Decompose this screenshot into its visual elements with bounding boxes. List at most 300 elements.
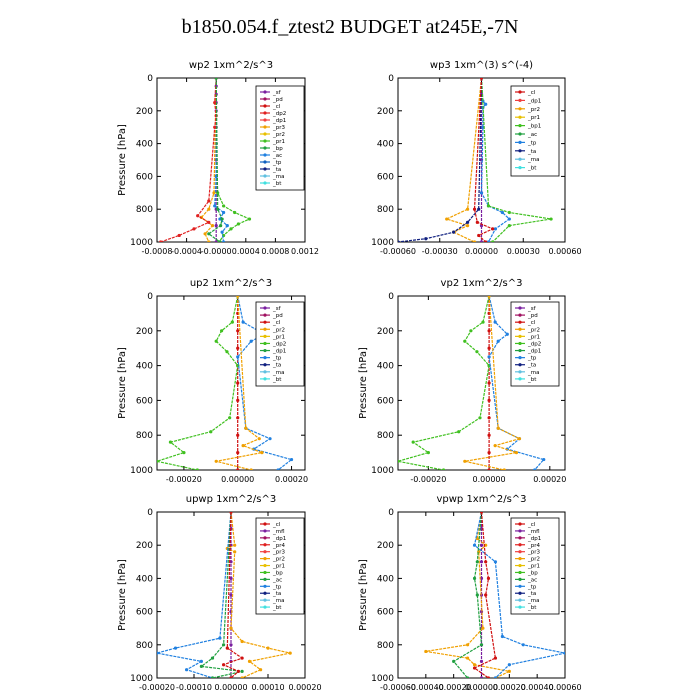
- x-tick-label: 0.0008: [261, 247, 290, 256]
- y-axis-label: Pressure [hPa]: [358, 347, 369, 419]
- x-tick-label: -0.0000: [200, 247, 232, 256]
- legend-entry: _pd: [273, 97, 283, 103]
- series-point: [487, 676, 490, 679]
- series-point: [487, 434, 490, 437]
- legend-entry: _dp1: [273, 118, 287, 124]
- legend-marker: [518, 571, 521, 574]
- series-point: [542, 458, 545, 461]
- legend-marker: [518, 116, 521, 119]
- legend-marker: [518, 550, 521, 553]
- x-tick-label: 0.00020: [533, 475, 567, 484]
- series-point: [501, 211, 504, 214]
- series-point: [241, 670, 244, 673]
- legend-marker: [263, 328, 266, 331]
- series-point: [508, 670, 511, 673]
- legend-entry: _mfl: [273, 528, 285, 535]
- legend-marker: [518, 107, 521, 110]
- series-point: [233, 550, 236, 553]
- series-point: [169, 441, 172, 444]
- series-point: [237, 222, 240, 225]
- legend-entry: _ta: [273, 591, 282, 598]
- series-point: [457, 430, 460, 433]
- series-point: [260, 451, 263, 454]
- y-tick-label: 600: [135, 607, 153, 618]
- legend-marker: [263, 536, 266, 539]
- series-point: [477, 234, 480, 237]
- legend-marker: [518, 356, 521, 359]
- series-point: [487, 468, 490, 471]
- y-tick-label: 400: [135, 139, 153, 150]
- legend-entry: _dp1: [273, 535, 287, 542]
- legend-marker: [263, 111, 266, 114]
- series-point: [487, 451, 490, 454]
- series-point: [484, 593, 487, 596]
- y-tick-label: 200: [135, 541, 153, 552]
- chart-title: wp2 1xm^2/s^3: [188, 60, 274, 71]
- series-point: [473, 240, 476, 243]
- x-tick-label: -0.00060: [380, 683, 416, 692]
- legend-marker: [518, 543, 521, 546]
- series-point: [494, 227, 497, 230]
- series-point: [563, 652, 566, 655]
- series-line-dp1: [398, 296, 489, 470]
- series-point: [155, 652, 158, 655]
- x-tick-label: -0.00020: [139, 683, 175, 692]
- series-point: [533, 468, 536, 471]
- legend-entry: _mfl: [528, 528, 540, 535]
- y-tick-label: 0: [388, 292, 394, 302]
- series-point: [491, 240, 494, 243]
- y-tick-label: 400: [376, 361, 394, 372]
- x-tick-label: -0.0004: [171, 247, 203, 256]
- legend-entry: _cl: [273, 522, 281, 528]
- series-point: [192, 227, 195, 230]
- y-tick-label: 800: [376, 205, 394, 216]
- series-point: [212, 191, 215, 194]
- x-tick-label: 0.00000: [464, 683, 499, 692]
- x-tick-label: 0.00020: [274, 475, 309, 484]
- series-point: [494, 444, 497, 447]
- series-point: [473, 544, 476, 547]
- series-point: [222, 204, 225, 207]
- legend-marker: [518, 536, 521, 539]
- chart-title: wp3 1xm^(3) s^(-4): [429, 60, 534, 71]
- legend-marker: [518, 522, 521, 525]
- legend-marker: [263, 605, 266, 608]
- series-point: [237, 670, 240, 673]
- series-point: [480, 76, 483, 79]
- series-point: [233, 211, 236, 214]
- legend-marker: [263, 370, 266, 373]
- legend-marker: [518, 149, 521, 152]
- legend-entry: _pr3: [273, 125, 286, 131]
- x-tick-label: -0.00020: [410, 475, 447, 484]
- chart-panel-6: [358, 494, 582, 692]
- x-tick-label: 0.00000: [221, 475, 255, 484]
- x-tick-label: 0.00000: [214, 683, 248, 692]
- series-point: [290, 458, 293, 461]
- series-point: [244, 427, 247, 430]
- legend-entry: _tp: [528, 140, 537, 147]
- legend-marker: [263, 592, 266, 595]
- series-point: [229, 510, 232, 513]
- series-point: [241, 656, 244, 659]
- legend-marker: [518, 592, 521, 595]
- x-tick-label: -0.00020: [165, 475, 202, 484]
- legend-marker: [263, 557, 266, 560]
- legend-marker: [518, 363, 521, 366]
- series-point: [241, 640, 244, 643]
- legend-entry: _dp1: [528, 98, 542, 105]
- y-tick-label: 600: [376, 607, 394, 618]
- series-point: [289, 652, 292, 655]
- series-group: [159, 76, 251, 243]
- legend-entry: _pr2: [273, 132, 286, 138]
- series-point: [211, 676, 214, 679]
- legend-entry: _pr1: [528, 563, 541, 570]
- series-point: [220, 329, 223, 332]
- x-tick-label: -0.00040: [407, 683, 444, 692]
- series-point: [476, 593, 479, 596]
- series-point: [515, 451, 518, 454]
- series-point: [506, 333, 509, 336]
- chart-panel-5: [117, 494, 322, 692]
- legend-marker: [263, 571, 266, 574]
- series-point: [518, 437, 521, 440]
- series-line-dp1: [161, 78, 217, 242]
- series-point: [159, 240, 162, 243]
- legend-marker: [518, 585, 521, 588]
- legend-marker: [263, 321, 266, 324]
- legend: [256, 302, 304, 386]
- legend-entry: _sf: [273, 90, 281, 96]
- series-point: [487, 204, 490, 207]
- y-tick-label: 1000: [130, 466, 153, 476]
- y-axis-label: Pressure [hPa]: [358, 559, 369, 631]
- legend-entry: _pr3: [528, 549, 541, 556]
- y-tick-label: 800: [135, 431, 153, 442]
- series-point: [229, 643, 232, 646]
- series-point: [218, 637, 221, 640]
- chart-title: vp2 1xm^2/s^3: [440, 278, 523, 289]
- series-point: [236, 294, 239, 297]
- y-tick-label: 1000: [130, 674, 153, 684]
- legend-entry: _ma: [273, 174, 285, 180]
- series-point: [501, 635, 504, 638]
- series-point: [478, 416, 481, 419]
- series-point: [236, 416, 239, 419]
- legend-entry: _bt: [528, 376, 537, 383]
- legend-marker: [518, 141, 521, 144]
- series-point: [508, 217, 511, 220]
- series-point: [427, 451, 430, 454]
- y-tick-label: 400: [376, 574, 394, 585]
- legend-marker: [518, 349, 521, 352]
- legend-entry: _bt: [273, 181, 282, 187]
- series-point: [508, 211, 511, 214]
- series-point: [216, 208, 219, 211]
- series-point: [211, 224, 214, 227]
- series-point: [484, 560, 487, 563]
- series-point: [481, 321, 484, 324]
- legend-entry: _bp: [273, 146, 283, 152]
- legend-entry: _ac: [273, 577, 283, 584]
- series-point: [229, 627, 232, 630]
- x-tick-label: 0.00000: [464, 247, 499, 256]
- legend-entry: _ac: [528, 132, 538, 138]
- series-point: [477, 208, 480, 211]
- legend-entry: _ma: [528, 157, 540, 164]
- series-point: [196, 468, 199, 471]
- legend-marker: [263, 153, 266, 156]
- series-point: [487, 294, 490, 297]
- y-tick-label: 1000: [371, 674, 394, 684]
- y-axis-label: Pressure [hPa]: [117, 124, 128, 196]
- series-point: [207, 240, 210, 243]
- series-point: [236, 347, 239, 350]
- legend-entry: _pd: [528, 313, 538, 320]
- series-point: [463, 340, 466, 343]
- legend-entry: _sf: [528, 306, 536, 312]
- legend-marker: [518, 605, 521, 608]
- legend-entry: _tp: [528, 584, 537, 591]
- y-axis-label: Pressure [hPa]: [117, 559, 128, 631]
- series-line-ta: [398, 78, 482, 242]
- series-point: [481, 627, 484, 630]
- legend: [256, 86, 304, 190]
- series-point: [248, 660, 251, 663]
- x-tick-label: -0.00060: [380, 247, 416, 256]
- chart-title: vpwp 1xm^2/s^3: [436, 494, 527, 505]
- x-tick-label: 0.00060: [548, 247, 582, 256]
- series-point: [229, 676, 232, 679]
- legend: [511, 86, 559, 176]
- series-point: [207, 232, 210, 235]
- legend-entry: _ta: [273, 167, 282, 173]
- series-line-ta: [157, 512, 231, 678]
- y-tick-label: 0: [147, 292, 153, 302]
- chart-panel-2: [371, 60, 581, 256]
- legend-entry: _cl: [528, 90, 536, 96]
- legend-marker: [263, 118, 266, 121]
- y-tick-label: 0: [147, 508, 153, 518]
- legend-entry: _pr2: [273, 556, 286, 563]
- series-point: [229, 227, 232, 230]
- page-title: b1850.054.f_ztest2 BUDGET at245E,-7N: [181, 16, 519, 38]
- series-point: [250, 468, 253, 471]
- series-point: [225, 350, 228, 353]
- legend-marker: [518, 578, 521, 581]
- series-point: [221, 217, 224, 220]
- legend-marker: [263, 132, 266, 135]
- series-point: [484, 240, 487, 243]
- series-point: [215, 224, 218, 227]
- series-point: [229, 577, 232, 580]
- legend-entry: _pd: [273, 313, 283, 320]
- legend-entry: _bt: [528, 605, 537, 612]
- series-point: [215, 340, 218, 343]
- series-point: [424, 237, 427, 240]
- series-point: [466, 221, 469, 224]
- legend-entry: _ac: [273, 153, 283, 159]
- series-point: [497, 427, 500, 430]
- series-point: [442, 468, 445, 471]
- series-point: [226, 224, 229, 227]
- legend-entry: _cl: [273, 320, 281, 327]
- legend-entry: _pr1: [273, 334, 286, 341]
- legend-marker: [263, 174, 266, 177]
- x-tick-label: 0.0012: [291, 247, 319, 256]
- chart-title: up2 1xm^2/s^3: [189, 278, 273, 289]
- series-point: [480, 191, 483, 194]
- legend-marker: [518, 342, 521, 345]
- x-tick-label: -0.00010: [176, 683, 212, 692]
- legend-entry: _dp2: [273, 341, 287, 348]
- series-point: [185, 668, 188, 671]
- x-tick-label: 0.00040: [520, 683, 554, 692]
- series-point: [452, 660, 455, 663]
- series-line-pr2: [447, 78, 482, 242]
- legend: [511, 302, 559, 386]
- legend-entry: _pr2: [528, 327, 541, 334]
- series-point: [222, 240, 225, 243]
- legend-entry: _bt: [273, 605, 282, 612]
- legend-marker: [263, 342, 266, 345]
- legend-marker: [518, 557, 521, 560]
- x-tick-label: 0.00020: [288, 683, 322, 692]
- y-tick-label: 200: [376, 541, 394, 552]
- chart-panel-3: [117, 278, 308, 484]
- legend-marker: [263, 363, 266, 366]
- y-tick-label: 1000: [371, 238, 394, 248]
- series-line-bp: [201, 512, 242, 678]
- legend-marker: [263, 543, 266, 546]
- series-point: [473, 577, 476, 580]
- y-tick-label: 200: [376, 106, 394, 117]
- legend-entry: _pr2: [528, 106, 541, 113]
- y-tick-label: 0: [388, 508, 394, 518]
- legend-entry: _bp: [273, 570, 283, 577]
- legend-entry: _pr2: [528, 556, 541, 563]
- legend-marker: [263, 356, 266, 359]
- legend-marker: [518, 90, 521, 93]
- series-point: [228, 416, 231, 419]
- series-point: [469, 329, 472, 332]
- legend-marker: [263, 90, 266, 93]
- legend-marker: [518, 599, 521, 602]
- series-point: [476, 560, 479, 563]
- legend-entry: _dp2: [528, 341, 542, 348]
- legend-entry: _ta: [528, 362, 537, 369]
- series-point: [480, 660, 483, 663]
- legend-entry: _pr1: [528, 115, 541, 122]
- legend-entry: _ta: [528, 591, 537, 598]
- x-tick-label: 0.00020: [492, 683, 526, 692]
- series-point: [452, 231, 455, 234]
- series-point: [236, 434, 239, 437]
- legend-marker: [518, 564, 521, 567]
- legend-marker: [518, 124, 521, 127]
- x-tick-label: -0.00030: [421, 247, 458, 256]
- legend-marker: [263, 529, 266, 532]
- series-point: [242, 321, 245, 324]
- series-point: [396, 240, 399, 243]
- series-point: [233, 544, 236, 547]
- series-point: [480, 643, 483, 646]
- y-tick-label: 800: [376, 431, 394, 442]
- legend-marker: [263, 377, 266, 380]
- chart-panel-1: [117, 60, 319, 256]
- legend-entry: _cl: [273, 104, 281, 110]
- x-tick-label: -0.0008: [141, 247, 173, 256]
- legend-marker: [518, 529, 521, 532]
- legend-entry: _pr1: [273, 563, 286, 570]
- series-point: [207, 199, 210, 202]
- legend-marker: [263, 349, 266, 352]
- series-point: [174, 647, 177, 650]
- series-point: [209, 430, 212, 433]
- series-point: [218, 240, 221, 243]
- legend-marker: [518, 335, 521, 338]
- series-point: [463, 460, 466, 463]
- series-point: [487, 347, 490, 350]
- legend-entry: _tp: [273, 355, 282, 362]
- legend-entry: _tp: [273, 584, 282, 591]
- legend-entry: _ta: [273, 362, 282, 369]
- series-point: [522, 643, 525, 646]
- series-point: [226, 647, 229, 650]
- legend-marker: [263, 139, 266, 142]
- legend-entry: _ac: [528, 577, 538, 584]
- series-point: [466, 224, 469, 227]
- series-point: [549, 217, 552, 220]
- series-point: [215, 76, 218, 79]
- legend: [511, 518, 559, 614]
- legend-marker: [263, 564, 266, 567]
- y-tick-label: 200: [376, 326, 394, 337]
- series-line-dp1: [157, 296, 238, 470]
- series-point: [494, 676, 497, 679]
- legend-marker: [263, 585, 266, 588]
- series-point: [487, 329, 490, 332]
- y-tick-label: 200: [135, 106, 153, 117]
- legend-marker: [263, 97, 266, 100]
- legend-entry: _tp: [273, 160, 282, 166]
- series-point: [476, 221, 479, 224]
- x-tick-label: -0.00020: [435, 683, 472, 692]
- legend-entry: _ta: [528, 148, 537, 155]
- series-point: [248, 217, 251, 220]
- legend-marker: [518, 370, 521, 373]
- y-tick-label: 200: [135, 326, 153, 337]
- series-point: [236, 381, 239, 384]
- series-point: [242, 444, 245, 447]
- series-point: [236, 451, 239, 454]
- series-point: [497, 340, 500, 343]
- series-point: [236, 329, 239, 332]
- y-tick-label: 600: [135, 396, 153, 407]
- series-point: [475, 350, 478, 353]
- y-tick-label: 800: [135, 640, 153, 651]
- legend-marker: [263, 181, 266, 184]
- x-tick-label: 0.00060: [548, 683, 582, 692]
- legend-entry: _pr1: [273, 139, 286, 145]
- legend-entry: _cl: [528, 522, 536, 528]
- series-point: [236, 355, 239, 358]
- x-tick-label: 0.0004: [231, 247, 260, 256]
- legend-marker: [263, 306, 266, 309]
- series-point: [473, 666, 476, 669]
